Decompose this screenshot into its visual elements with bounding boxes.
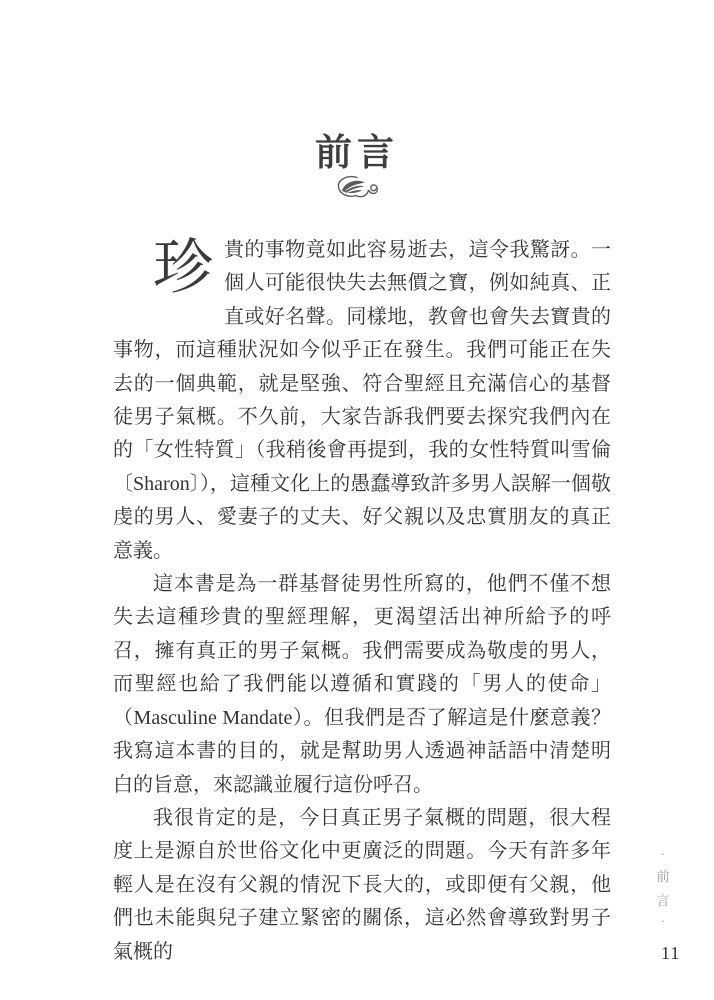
margin-dot-top: ・	[659, 850, 667, 859]
drop-cap: 珍	[153, 235, 213, 301]
body-text-block	[113, 234, 611, 969]
margin-char-2: 言	[656, 893, 670, 908]
margin-char-1: 前	[656, 869, 670, 884]
margin-dot-bottom: ・	[659, 917, 667, 926]
chapter-title: 前言	[315, 133, 399, 174]
margin-section-label	[653, 851, 673, 926]
page-number: 11	[661, 943, 681, 963]
paragraph-3: 我很肯定的是，今日真正男子氣概的問題，很大程度上是源自於世俗文化中更廣泛的問題。今天有許多年輕人是在沒有父親的情況下長大的，或即便有父親，他們也未能與兒子建立緊密的關係，這必然會導致對男子氣概的	[113, 806, 611, 963]
paragraph-2: 這本書是為一群基督徒男性所寫的，他們不僅不想失去這種珍貴的聖經理解，更渴望活出神所給予的呼召，擁有真正的男子氣概。我們需要成為敬虔的男人，而聖經也給了我們能以遵循和實踐的「男人的使命」（Masculine Mandate）。但我們是否了解這是什麼意義？我寫這本書的目的，就是幫助男人透過神話語中清楚明白的旨意，來認識並履行這份呼召。	[113, 573, 611, 796]
ornament-wrap	[0, 174, 714, 206]
fleuron-leaf-icon	[334, 174, 380, 201]
paragraph-1-text: 貴的事物竟如此容易逝去，這令我驚訝。一個人可能很快失去無價之寶，例如純真、正直或好名聲。同樣地，教會也會失去寶貴的事物，而這種狀況如今似乎正在發生。我們可能正在失去的一個典範，就是堅強、符合聖經且充滿信心的基督徒男子氣概。不久前，大家告訴我們要去探究我們內在的「女性特質」（我稍後會再提到，我的女性特質叫雪倫〔Sharon〕），這種文化上的愚蠢導致許多男人誤解一個敬虔的男人、愛妻子的丈夫、好父親以及忠實朋友的真正意義。	[113, 239, 611, 562]
paragraph-1	[113, 234, 611, 568]
